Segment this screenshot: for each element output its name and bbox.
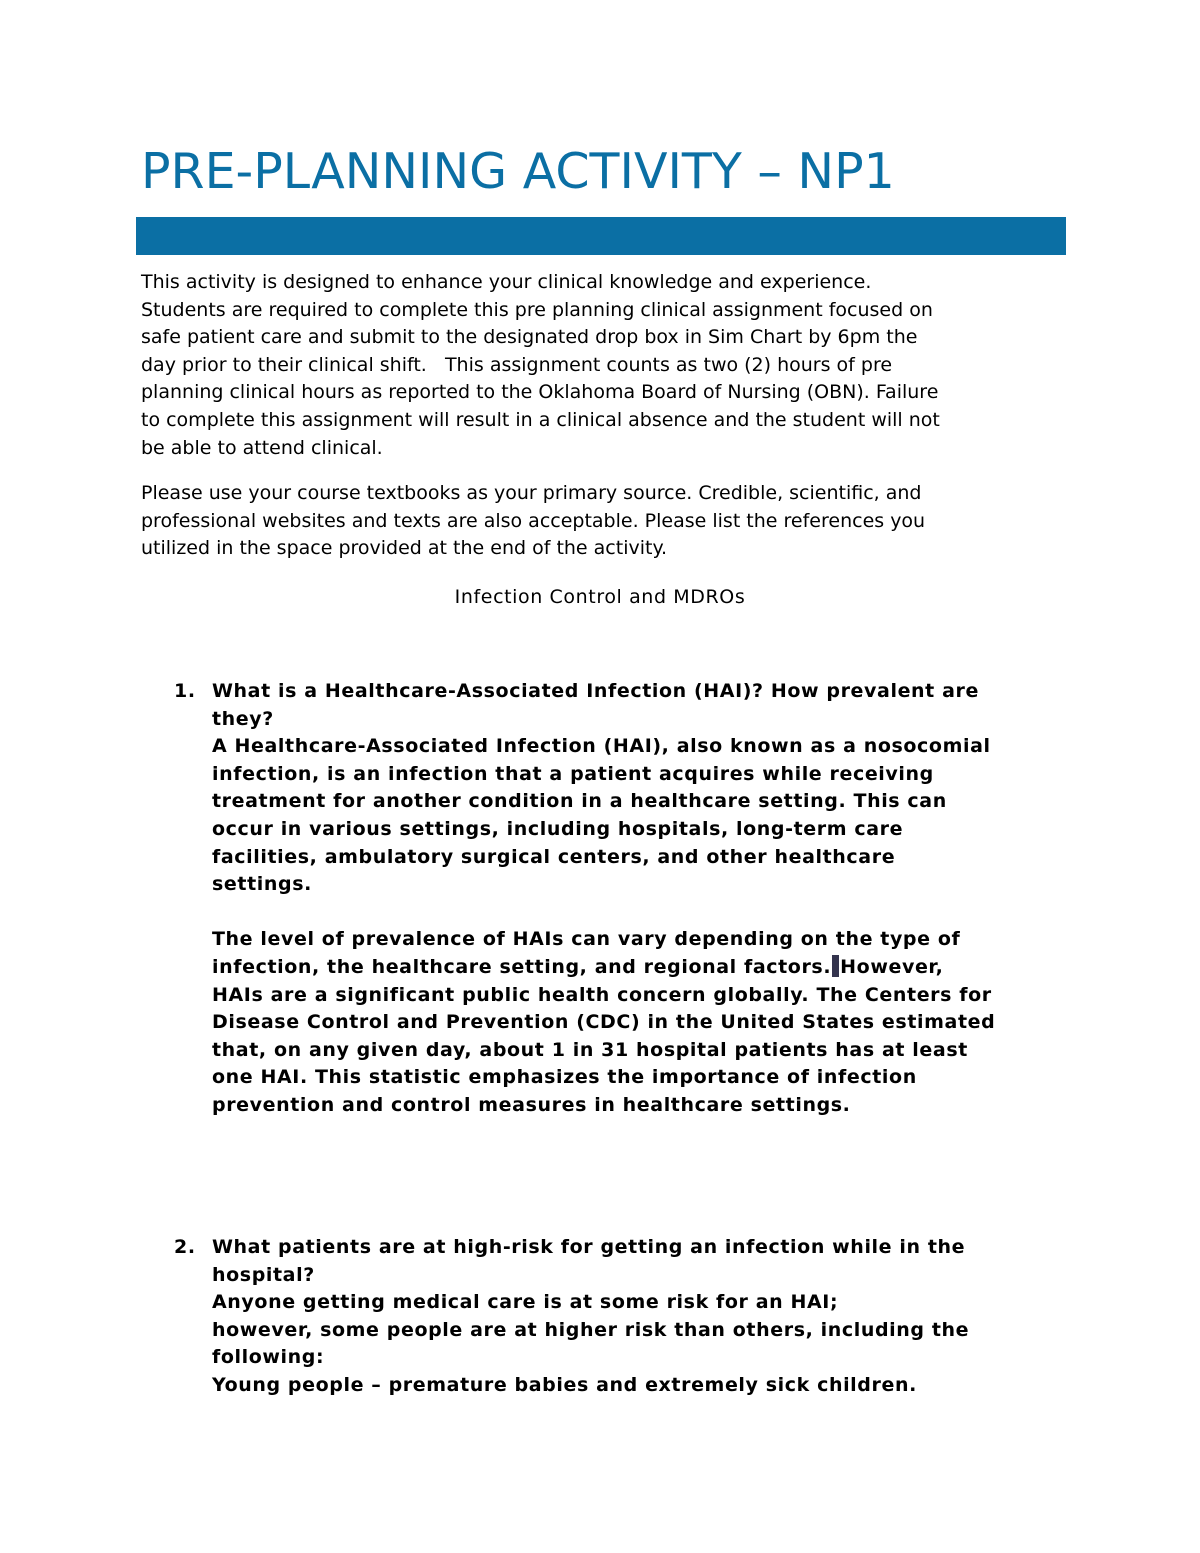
question-text-line: What patients are at high-risk for getting an infection while in the [212, 1236, 966, 1258]
intro-line: utilized in the space provided at the end of the activity. [141, 537, 668, 560]
answer-text-line: HAIs are a significant public health concern globally. The Centers for [212, 983, 992, 1006]
answer-text-line: one HAI. This statistic emphasizes the importance of infection [212, 1066, 917, 1089]
answer-text-line: occur in various settings, including hospitals, long-term care [212, 817, 904, 840]
answer-text-line: infection, is an infection that a patient acquires while receiving [212, 762, 934, 785]
question-text-line: they? [212, 707, 274, 730]
answer-text-line: facilities, ambulatory surgical centers, and other healthcare [212, 845, 896, 868]
question-text-line: hospital? [212, 1263, 315, 1286]
answer-text-line-with-cursor[interactable] [212, 954, 1072, 982]
answer-text-line: that, on any given day, about 1 in 31 hospital patients has at least [212, 1038, 968, 1061]
answer-text-line: A Healthcare-Associated Infection (HAI), also known as a nosocomial [212, 735, 991, 758]
intro-line: Please use your course textbooks as your primary source. Credible, scientific, and [141, 482, 922, 504]
question-number: 2. [174, 1236, 196, 1258]
answer-text-line: The level of prevalence of HAIs can vary depending on the type of [212, 928, 961, 951]
intro-line: to complete this assignment will result in a clinical absence and the student will not [141, 408, 940, 431]
intro-paragraph-2 [141, 480, 1071, 563]
text-cursor [832, 955, 839, 977]
intro-paragraph-1 [141, 269, 1071, 462]
blank-line [212, 899, 1072, 927]
question-text-line: What is a Healthcare-Associated Infection (HAI)? How prevalent are [212, 680, 979, 702]
question-body [212, 678, 1072, 1120]
answer-text-line: Anyone getting medical care is at some risk for an HAI; [212, 1291, 839, 1314]
answer-text-line: Young people – premature babies and extremely sick children. [212, 1373, 917, 1396]
question-number: 1. [174, 680, 196, 702]
answer-text-line: following: [212, 1346, 325, 1369]
title-underline-bar [136, 217, 1066, 255]
question-body [212, 1234, 1072, 1400]
intro-line: planning clinical hours as reported to the Oklahoma Board of Nursing (OBN). Failure [141, 381, 939, 404]
answer-text-line: prevention and control measures in healthcare settings. [212, 1093, 851, 1116]
intro-line: day prior to their clinical shift. This assignment counts as two (2) hours of pre [141, 353, 893, 376]
answer-text-line: however, some people are at higher risk than others, including the [212, 1318, 970, 1341]
section-heading: Infection Control and MDROs [454, 586, 746, 608]
answer-text-line: treatment for another condition in a healthcare setting. This can [212, 790, 947, 813]
intro-line: safe patient care and submit to the designated drop box in Sim Chart by 6pm the [141, 326, 918, 349]
answer-text-fragment: However, [840, 955, 944, 978]
intro-line: professional websites and texts are also acceptable. Please list the references you [141, 509, 926, 532]
answer-text-fragment: infection, the healthcare setting, and regional factors. [212, 955, 832, 978]
answer-text-line: settings. [212, 873, 312, 896]
answer-text-line: Disease Control and Prevention (CDC) in the United States estimated [212, 1011, 996, 1034]
document-title: PRE-PLANNING ACTIVITY – NP1 [141, 143, 895, 200]
intro-line: be able to attend clinical. [141, 436, 383, 459]
intro-line: This activity is designed to enhance your clinical knowledge and experience. [141, 271, 872, 293]
intro-line: Students are required to complete this pre planning clinical assignment focused on [141, 298, 933, 321]
